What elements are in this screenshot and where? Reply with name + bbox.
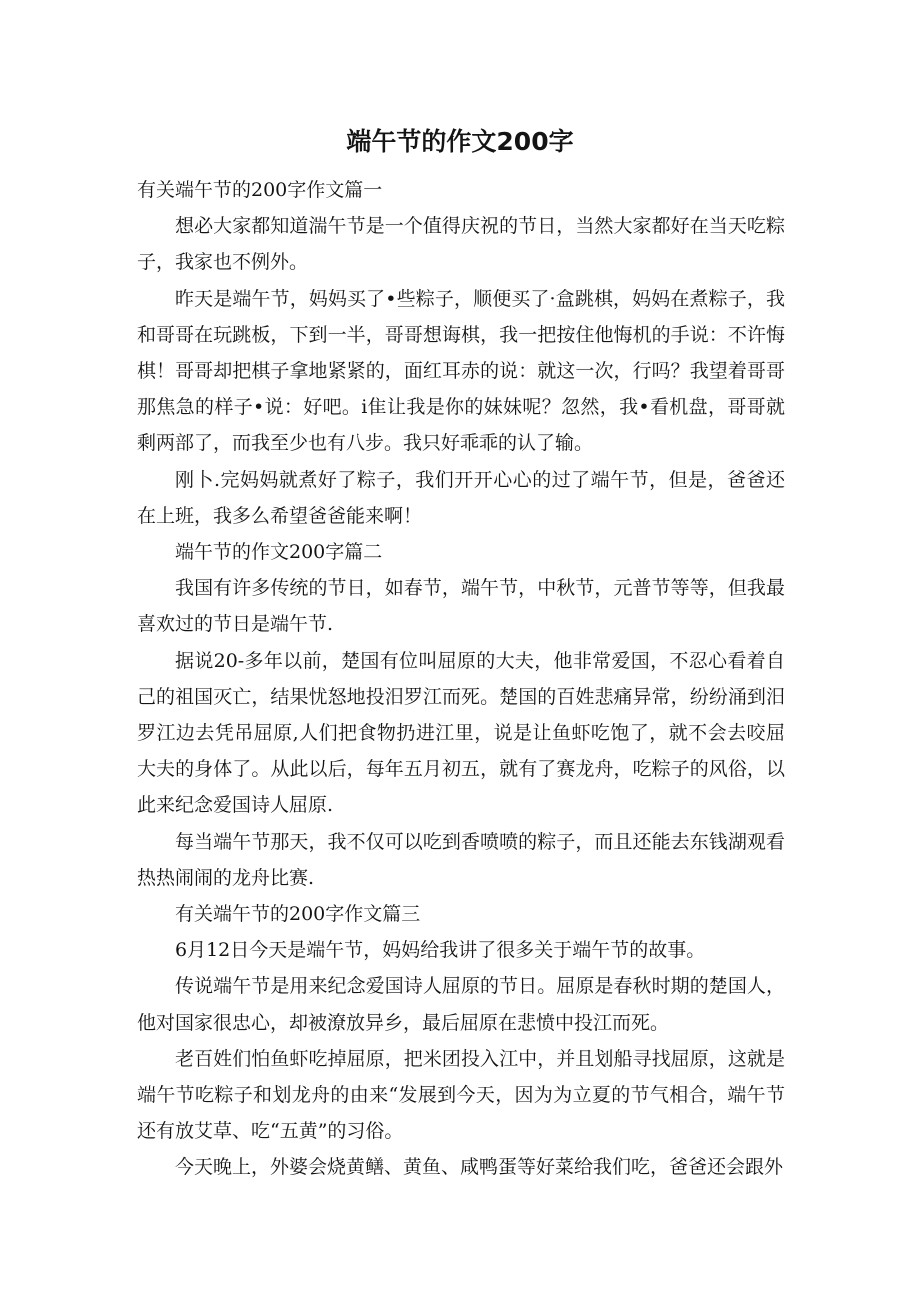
section-heading-3: 有关端午节的200字作文篇三 <box>175 903 421 926</box>
section-heading-1: 有关端午节的200字作文篇一 <box>137 179 383 201</box>
paragraph: 每当端午节那天，我不仅可以吃到香喷喷的粽子，而且还能去东钱湖观看热热闹闹的龙舟比赛. <box>137 830 785 889</box>
paragraph: 想必大家都知道湍午节是一个值得庆祝的节日，当然大家都好在当天吃粽子，我家也不例外。 <box>137 215 785 274</box>
paragraph: 今天晚上，外婆会烧黄鳝、黄鱼、咸鸭蛋等好菜给我们吃，爸爸还会跟外 <box>175 1156 784 1179</box>
paragraph: 老百姓们怕鱼虾吃掉屈原，把米团投入江中，并且划船寻找屈原，这就是端午节吃粽子和划龙舟的由来“发展到今天，因为为立夏的节气相合，端午节还有放艾草、吃“五黄”的习俗。 <box>137 1047 785 1143</box>
paragraph: 6月12日今天是端午节，妈妈给我讲了很多关于端午节的故事。 <box>175 939 706 962</box>
paragraph: 刚卜.完妈妈就煮好了粽子，我们开开心心的过了端午节，但是，爸爸还在上班，我多么希望爸爸能来啊！ <box>137 468 785 527</box>
paragraph: 昨天是端午节，妈妈买了•些粽子，顺便买了·盒跳棋，妈妈在煮粽子，我和哥哥在玩跳板，下到一半，哥哥想诲棋，我一把按住他悔机的手说：不许悔棋！哥哥却把棋子拿地紧紧的，面红耳赤的说：就这一次，行吗？我望着哥哥那焦急的样子•说：好吧。i隹让我是你的妹妹呢？忽然，我•看机盘，哥哥就剩两部了，而我至少也有八步。我只好乖乖的认了输。 <box>137 287 785 455</box>
paragraph: 据说20-多年以前，楚国有位叫屈原的大夫，他非常爱国，不忍心看着自己的祖国灭亡，结果忧怒地投汨罗江而死。楚国的百姓悲痛异常，纷纷涌到汨罗江边去凭吊屈原,人们把食物扔进江里，说是让鱼虾吃饱了，就不会去咬屈大夫的身体了。从此以后，每年五月初五，就有了赛龙舟，吃粽子的风俗，以此来纪念爱国诗人屈原. <box>137 649 785 817</box>
document-body <box>137 172 785 1186</box>
document-title: 端午节的作文200字 <box>346 127 574 156</box>
section-heading-2: 端午节的作文200字篇二 <box>175 541 383 564</box>
paragraph: 传说端午节是用来纪念爱国诗人屈原的节日。屈原是春秋时期的楚国人，他对国家很忠心，却被潦放异乡，最后屈原在悲愤中投江而死。 <box>137 975 785 1034</box>
paragraph: 我国有许多传统的节日，如春节，端午节，中秋节，元普节等等，但我最喜欢过的节日是端午节. <box>137 577 785 636</box>
